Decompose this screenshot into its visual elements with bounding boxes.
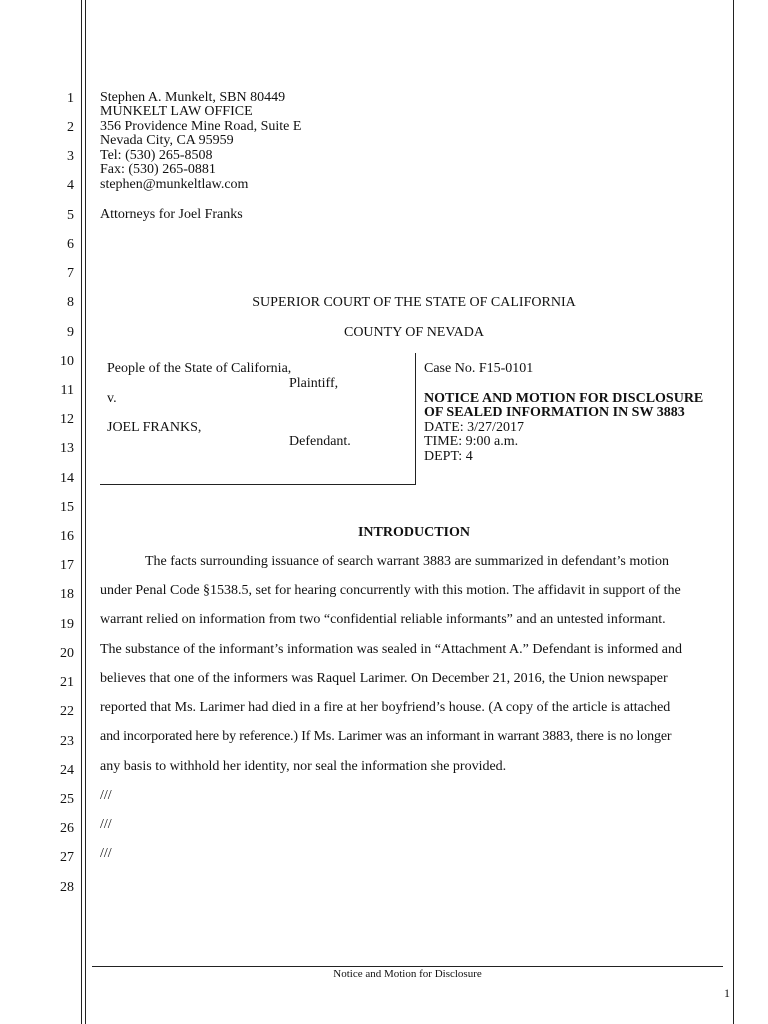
line-number: 22 bbox=[60, 704, 74, 719]
document-title-line-2: OF SEALED INFORMATION IN SW 3883 bbox=[424, 405, 685, 420]
line-number: 13 bbox=[60, 441, 74, 456]
line-number: 15 bbox=[60, 500, 74, 515]
plaintiff-party: People of the State of California, bbox=[107, 361, 292, 376]
line-number: 1 bbox=[67, 91, 74, 106]
line-number: 21 bbox=[60, 675, 74, 690]
fax: Fax: (530) 265-0881 bbox=[100, 162, 216, 177]
caption-divider-vertical bbox=[415, 353, 416, 484]
line-number: 8 bbox=[67, 295, 74, 310]
attorneys-for: Attorneys for Joel Franks bbox=[100, 207, 243, 222]
hearing-date: DATE: 3/27/2017 bbox=[424, 420, 524, 435]
introduction-heading: INTRODUCTION bbox=[357, 525, 470, 540]
line-number: 18 bbox=[60, 587, 74, 602]
body-line: The facts surrounding issuance of search warrant 3883 are summarized in defendant’s motion bbox=[145, 554, 670, 569]
line-number: 16 bbox=[60, 529, 74, 544]
body-line: believes that one of the informers was Raquel Larimer. On December 21, 2016, the Union newspaper bbox=[100, 671, 668, 686]
body-line: The substance of the informant’s information was sealed in “Attachment A.” Defendant is informed and bbox=[100, 642, 682, 657]
page-number: 1 bbox=[724, 986, 730, 1000]
line-number: 7 bbox=[67, 266, 74, 281]
right-margin-line bbox=[733, 0, 734, 1024]
line-number: 28 bbox=[60, 880, 74, 895]
line-number: 2 bbox=[67, 120, 74, 135]
document-title-line-1: NOTICE AND MOTION FOR DISCLOSURE bbox=[424, 391, 704, 406]
footer-rule bbox=[92, 966, 723, 967]
line-number: 26 bbox=[60, 821, 74, 836]
line-number: 10 bbox=[60, 354, 74, 369]
attorney-name: Stephen A. Munkelt, SBN 80449 bbox=[100, 90, 286, 105]
line-number: 9 bbox=[67, 325, 74, 340]
footer-title: Notice and Motion for Disclosure bbox=[333, 968, 482, 980]
defendant-party: JOEL FRANKS, bbox=[107, 420, 202, 435]
continuation-mark: /// bbox=[100, 788, 112, 803]
address-line-1: 356 Providence Mine Road, Suite E bbox=[100, 119, 302, 134]
defendant-label: Defendant. bbox=[289, 434, 351, 449]
line-number: 27 bbox=[60, 850, 74, 865]
continuation-mark: /// bbox=[100, 846, 112, 861]
body-line: and incorporated here by reference.) If Ms. Larimer was an informant in warrant 3883, there is no longer bbox=[100, 729, 672, 744]
case-number: Case No. F15-0101 bbox=[424, 361, 534, 376]
line-number: 11 bbox=[60, 383, 74, 398]
plaintiff-label: Plaintiff, bbox=[289, 376, 339, 391]
email-address: stephen@munkeltlaw.com bbox=[100, 177, 249, 192]
versus: v. bbox=[107, 391, 117, 406]
line-number: 19 bbox=[60, 617, 74, 632]
hearing-department: DEPT: 4 bbox=[424, 449, 473, 464]
line-number: 17 bbox=[60, 558, 74, 573]
address-line-2: Nevada City, CA 95959 bbox=[100, 133, 234, 148]
court-name: SUPERIOR COURT OF THE STATE OF CALIFORNIA bbox=[252, 295, 576, 310]
line-number: 6 bbox=[67, 237, 74, 252]
line-number: 24 bbox=[60, 763, 74, 778]
continuation-mark: /// bbox=[100, 817, 112, 832]
line-number: 23 bbox=[60, 734, 74, 749]
body-line: under Penal Code §1538.5, set for hearing concurrently with this motion. The affidavit in support of the bbox=[100, 583, 681, 598]
left-margin-line-outer bbox=[81, 0, 82, 1024]
line-number: 4 bbox=[67, 178, 74, 193]
line-number: 5 bbox=[67, 208, 74, 223]
law-office-name: MUNKELT LAW OFFICE bbox=[100, 104, 253, 119]
left-margin-line-inner bbox=[85, 0, 86, 1024]
line-number: 14 bbox=[60, 471, 74, 486]
body-line: warrant relied on information from two “confidential reliable informants” and an untested informant. bbox=[100, 612, 666, 627]
line-number: 12 bbox=[60, 412, 74, 427]
line-number: 3 bbox=[67, 149, 74, 164]
body-line: reported that Ms. Larimer had died in a fire at her boyfriend’s house. (A copy of the article is attached bbox=[100, 700, 671, 715]
line-number: 20 bbox=[60, 646, 74, 661]
line-number: 25 bbox=[60, 792, 74, 807]
caption-divider-horizontal bbox=[100, 484, 416, 485]
telephone: Tel: (530) 265-8508 bbox=[100, 148, 213, 163]
court-county: COUNTY OF NEVADA bbox=[343, 325, 484, 340]
body-line: any basis to withhold her identity, nor seal the information she provided. bbox=[100, 759, 507, 774]
hearing-time: TIME: 9:00 a.m. bbox=[424, 434, 519, 449]
